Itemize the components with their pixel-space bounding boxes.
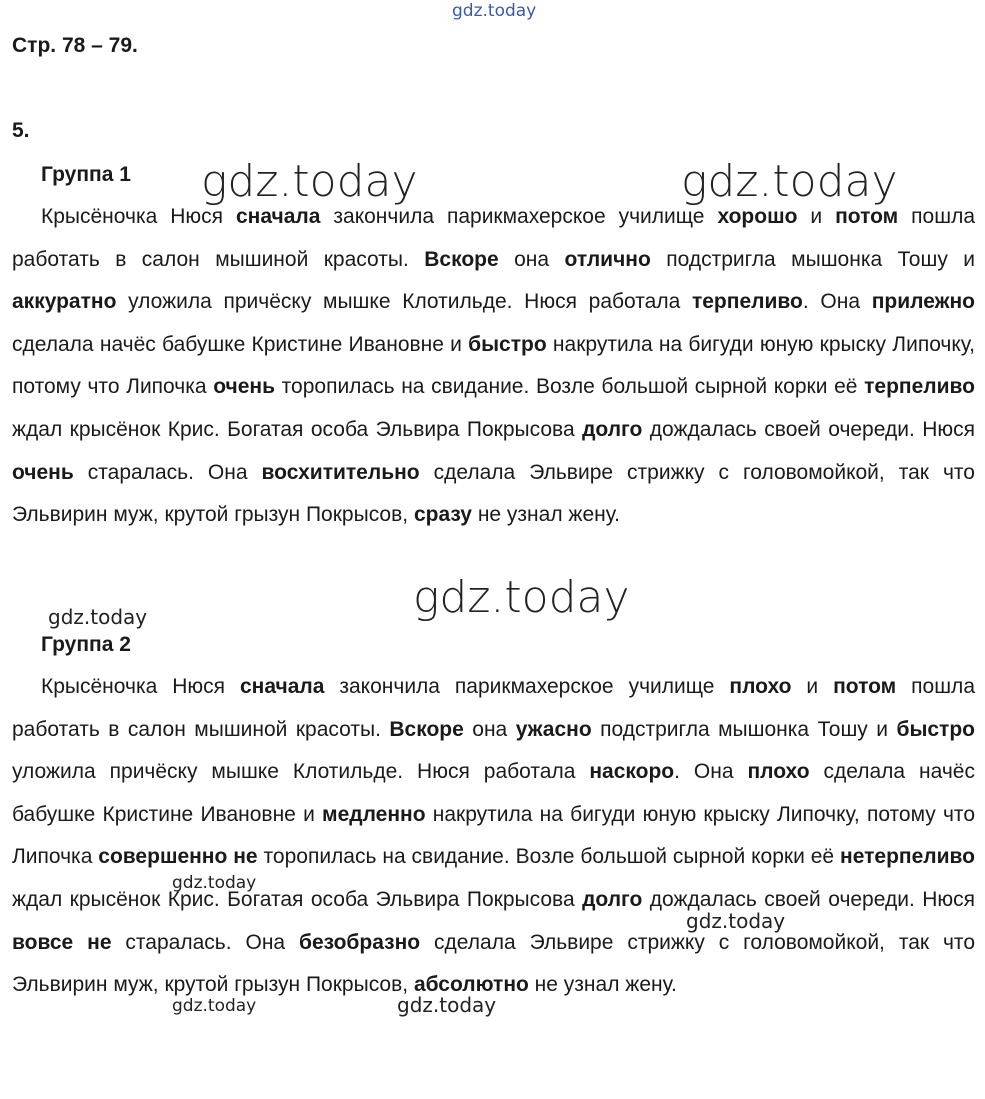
text-run: торопилась на свидание. Возле большой сырной корки её	[257, 845, 841, 869]
emphasized-word: плохо	[747, 760, 810, 784]
emphasized-word: очень	[213, 375, 275, 399]
watermark-small-3: gdz.today	[686, 909, 786, 933]
text-run: Крысёночка Нюся	[41, 675, 240, 698]
text-run: она	[498, 247, 565, 271]
emphasized-word: очень	[12, 460, 74, 484]
text-run: накрутила на бигуди юную крыску Липочку, потому что Липочка	[12, 332, 976, 399]
watermark-big-3: gdz.today	[413, 572, 630, 623]
emphasized-word: Вскоре	[424, 247, 499, 271]
emphasized-word: быстро	[468, 332, 547, 356]
emphasized-word: медленно	[322, 802, 426, 826]
emphasized-word: нетерпеливо	[840, 845, 975, 869]
page-title: Стр. 78 – 79.	[12, 34, 138, 57]
text-run: накрутила на бигуди юную крыску Липочку, потому что Липочка	[12, 802, 975, 869]
emphasized-word: отлично	[564, 247, 651, 271]
emphasized-word: терпеливо	[691, 290, 803, 314]
text-run: и	[791, 675, 834, 698]
emphasized-word: совершенно не	[98, 845, 258, 869]
watermark-small-4: gdz.today	[172, 996, 257, 1016]
task-number: 5.	[12, 119, 30, 142]
watermark-big-2: gdz.today	[681, 156, 898, 207]
text-run: не узнал жену.	[528, 973, 677, 997]
text-run: старалась. Она	[111, 930, 300, 954]
text-run: ждал крысёнок Крис. Богатая особа Эльвира Покрысова	[12, 887, 583, 911]
text-run: закончила парикмахерское училище	[320, 205, 718, 228]
text-run: закончила парикмахерское училище	[324, 675, 730, 698]
group-2-paragraph	[12, 666, 975, 1007]
watermark-top: gdz.today	[452, 1, 537, 21]
text-run: старалась. Она	[73, 460, 262, 484]
text-run: подстригла мышонка Тошу и	[650, 247, 975, 271]
emphasized-word: абсолютно	[413, 973, 529, 997]
watermark-big-1: gdz.today	[201, 156, 418, 207]
text-run: сделала Эльвире стрижку с головомойкой, так что Эльвирин муж, крутой грызун Покрысов,	[12, 460, 975, 527]
emphasized-word: вовсе не	[12, 930, 112, 954]
emphasized-word: плохо	[729, 675, 792, 698]
emphasized-word: аккуратно	[12, 290, 117, 314]
emphasized-word: сразу	[413, 503, 472, 527]
text-run: Крысёночка Нюся	[41, 205, 236, 228]
text-run: и	[797, 205, 836, 228]
emphasized-word: прилежно	[871, 290, 975, 314]
emphasized-word: терпеливо	[864, 375, 976, 399]
text-run: пошла работать в салон мышиной красоты.	[12, 675, 975, 741]
emphasized-word: долго	[582, 887, 643, 911]
emphasized-word: быстро	[896, 717, 975, 741]
text-run: пошла работать в салон мышиной красоты.	[12, 205, 976, 271]
text-run: . Она	[802, 290, 872, 314]
emphasized-word: сначала	[236, 205, 321, 228]
group-1-title: Группа 1	[41, 163, 131, 186]
text-run: уложила причёску мышке Клотильде. Нюся работала	[116, 290, 692, 314]
emphasized-word: потом	[833, 675, 897, 698]
emphasized-word: потом	[835, 205, 899, 228]
emphasized-word: хорошо	[717, 205, 798, 228]
text-run: торопилась на свидание. Возле большой сырной корки её	[274, 375, 865, 399]
emphasized-word: безобразно	[299, 930, 421, 954]
text-run: сделала начёс бабушке Кристине Ивановне и	[12, 760, 975, 826]
emphasized-word: сначала	[239, 675, 325, 698]
text-run: сделала Эльвире стрижку с головомойкой, так что Эльвирин муж, крутой грызун Покрысов,	[12, 930, 975, 997]
group-1-paragraph	[12, 196, 975, 537]
text-run: не узнал жену.	[471, 503, 620, 527]
text-run: уложила причёску мышке Клотильде. Нюся работала	[12, 760, 590, 784]
text-run: она	[463, 717, 516, 741]
text-run: дождалась своей очереди. Нюся	[642, 417, 975, 441]
emphasized-word: восхитительно	[261, 460, 420, 484]
emphasized-word: долго	[582, 417, 643, 441]
watermark-small-5: gdz.today	[397, 993, 497, 1017]
emphasized-word: Вскоре	[389, 717, 464, 741]
watermark-small-2: gdz.today	[172, 873, 257, 893]
watermark-small-1: gdz.today	[48, 605, 148, 629]
text-run: дождалась своей очереди. Нюся	[642, 887, 975, 911]
group-2-title: Группа 2	[41, 633, 131, 656]
text-run: подстригла мышонка Тошу и	[591, 717, 897, 741]
text-run: сделала начёс бабушке Кристине Ивановне и	[12, 332, 469, 356]
emphasized-word: наскоро	[589, 760, 675, 784]
text-run: ждал крысёнок Крис. Богатая особа Эльвира Покрысова	[12, 417, 583, 441]
text-run: . Она	[674, 760, 748, 784]
emphasized-word: ужасно	[515, 717, 592, 741]
